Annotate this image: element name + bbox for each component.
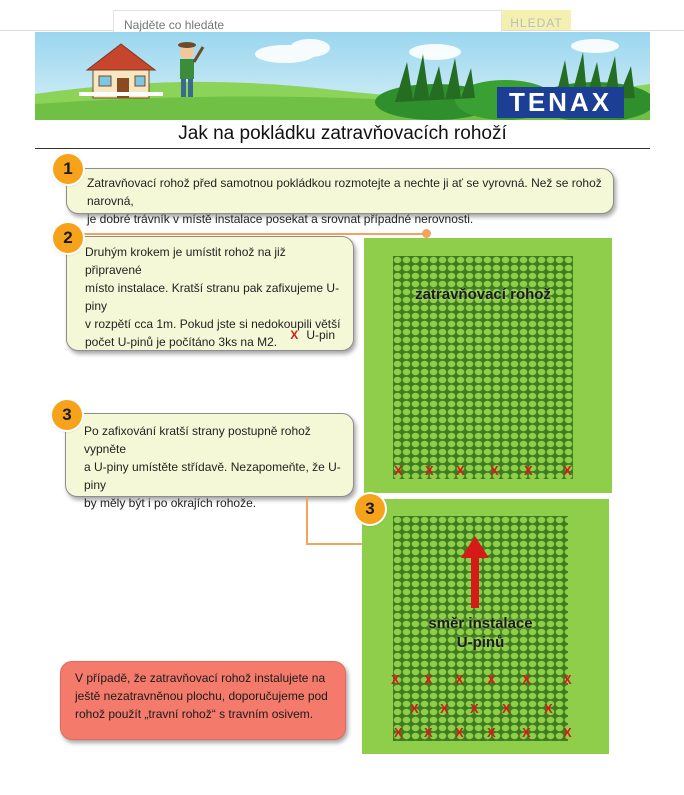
u-pin-marker: X [425,463,434,478]
u-pin-marker: X [470,701,479,716]
connector-dot [422,229,431,238]
u-pin-marker: X [563,672,572,687]
step-1-number: 1 [53,154,83,184]
u-pin-marker: X [410,701,419,716]
u-pin-legend [290,326,335,344]
page-title: Jak na pokládku zatravňovacích rohoží [35,120,650,149]
diagram-step-3-number: 3 [355,494,385,524]
u-pin-marker: X [502,701,511,716]
step-3-number: 3 [52,400,82,430]
search-button[interactable]: HLEDAT [502,10,571,30]
u-pin-label: U-pin [306,328,335,342]
u-pin-marker: X [563,725,572,740]
u-pin-marker: X [487,672,496,687]
u-pin-marker: X [487,725,496,740]
u-pin-marker: X [440,701,449,716]
u-pin-marker: X [394,463,403,478]
u-pin-marker: X [424,672,433,687]
mat-bottom-label-line1: směr instalace [428,615,533,632]
u-pin-marker: X [524,463,533,478]
u-pin-marker: X [456,463,465,478]
u-pin-marker: X [455,725,464,740]
step-2-number: 2 [53,223,83,253]
u-pin-marker: X [455,672,464,687]
connector-line [80,233,425,235]
step-2-box [66,236,354,351]
search-bar [0,0,684,31]
connector-line-horizontal [306,543,362,545]
note-text: V případě, že zatravňovací rohož instalujete na ještě nezatravněnou plochu, doporučujeme pod rohož použít „travní rohož“ s travním osivem. [75,671,328,721]
u-pin-marker: X [563,463,572,478]
search-input[interactable] [113,10,502,32]
u-pin-marker: X [394,725,403,740]
mat-top-label: zatravňovací rohož [415,286,551,303]
mat-bottom-label [393,614,568,652]
step-3-text: Po zafixování kratší strany postupně rohož vypněte a U-piny umístěte střídavě. Nezapomeňte, že U-piny by měly být i po okrajích rohože. [84,424,341,510]
step-1-text: Zatravňovací rohož před samotnou pokládkou rozmotejte a nechte ji ať se vyrovná. Než se rohož narovná, je dobré trávník v místě instalace posekat a srovnat případné nerovnosti. [87,176,602,226]
u-pin-marker: X [522,672,531,687]
tenax-logo: TENAX [508,87,613,117]
u-pin-marker: X [391,672,400,687]
u-pin-marker: X [544,701,553,716]
u-pin-marker: X [424,725,433,740]
step-3-box [65,413,354,510]
step-2-text: Druhým krokem je umístit rohož na již připravené místo instalace. Kratší stranu pak zafixujeme U-piny v rozpětí cca 1m. Pokud jste si nedokoupili větší počet U-pinů je počítáno 3ks na M2. [85,245,341,349]
note-box [60,661,346,740]
u-pin-marker: X [490,463,499,478]
mat-bottom-label-line2: U-pinů [456,634,505,651]
u-pin-symbol: X [290,328,299,342]
direction-arrow-icon [460,536,490,608]
step-1-box [66,168,614,226]
connector-line-vertical [306,497,308,543]
u-pin-marker: X [522,725,531,740]
